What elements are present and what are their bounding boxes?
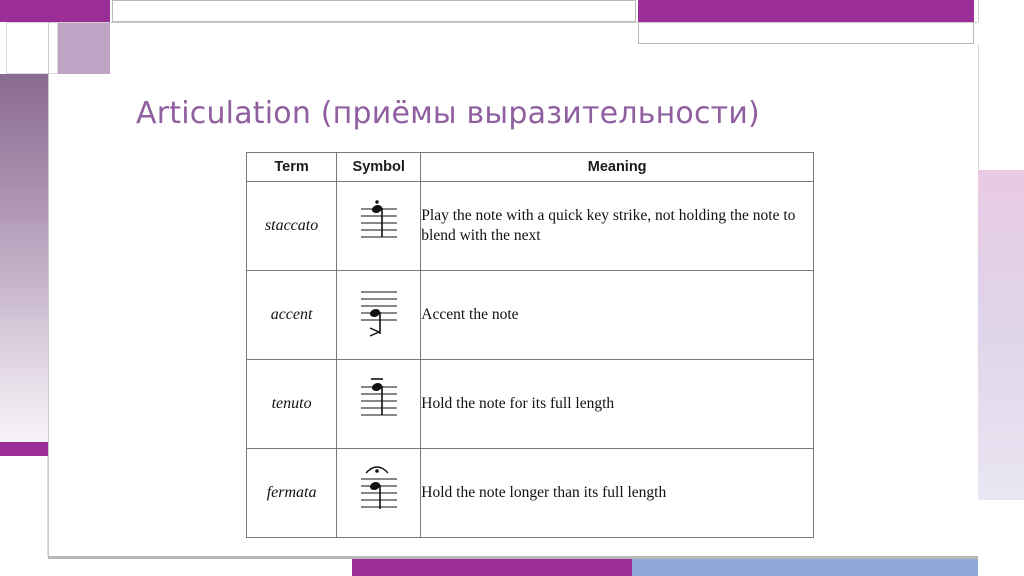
term-accent: accent	[247, 271, 337, 360]
decor-left-white-block	[0, 456, 48, 556]
staccato-note-icon	[355, 195, 403, 258]
term-fermata: fermata	[247, 449, 337, 538]
decor-left-gradient-bar	[0, 74, 48, 442]
decor-top-left-white-square	[6, 22, 58, 74]
meaning-accent: Accent the note	[421, 271, 814, 360]
decor-right-gradient-bar	[978, 170, 1024, 500]
table-body	[247, 182, 814, 538]
decor-right-outline	[978, 44, 1024, 170]
decor-bottom-blue-bar	[632, 559, 978, 576]
decor-top-right-outline	[638, 22, 974, 44]
symbol-cell-accent	[337, 271, 421, 360]
articulation-table	[246, 152, 814, 538]
column-header-symbol: Symbol	[337, 153, 421, 182]
decor-top-outline-bar	[112, 0, 636, 22]
fermata-note-icon	[355, 459, 403, 528]
term-staccato: staccato	[247, 182, 337, 271]
decor-top-right-bar	[638, 0, 974, 22]
column-header-term: Term	[247, 153, 337, 182]
decor-bottom-purple-bar	[352, 559, 632, 576]
table-row	[247, 449, 814, 538]
articulation-table-wrapper	[246, 152, 814, 538]
table-row	[247, 360, 814, 449]
page-title: Articulation (приёмы выразительности)	[136, 96, 760, 131]
decor-top-right-square	[978, 0, 1024, 22]
meaning-tenuto: Hold the note for its full length	[421, 360, 814, 449]
meaning-staccato: Play the note with a quick key strike, not holding the note to blend with the next	[421, 182, 814, 271]
decor-top-left-bar	[0, 0, 110, 22]
table-header-row	[247, 153, 814, 182]
symbol-cell-staccato	[337, 182, 421, 271]
tenuto-note-icon	[355, 373, 403, 436]
term-tenuto: tenuto	[247, 360, 337, 449]
decor-left-purple-block	[0, 442, 48, 456]
symbol-cell-fermata	[337, 449, 421, 538]
accent-note-icon	[355, 282, 403, 349]
decor-top-left-purple-square	[58, 22, 110, 74]
table-row	[247, 271, 814, 360]
column-header-meaning: Meaning	[421, 153, 814, 182]
symbol-cell-tenuto	[337, 360, 421, 449]
table-row	[247, 182, 814, 271]
meaning-fermata: Hold the note longer than its full length	[421, 449, 814, 538]
table-header	[247, 153, 814, 182]
